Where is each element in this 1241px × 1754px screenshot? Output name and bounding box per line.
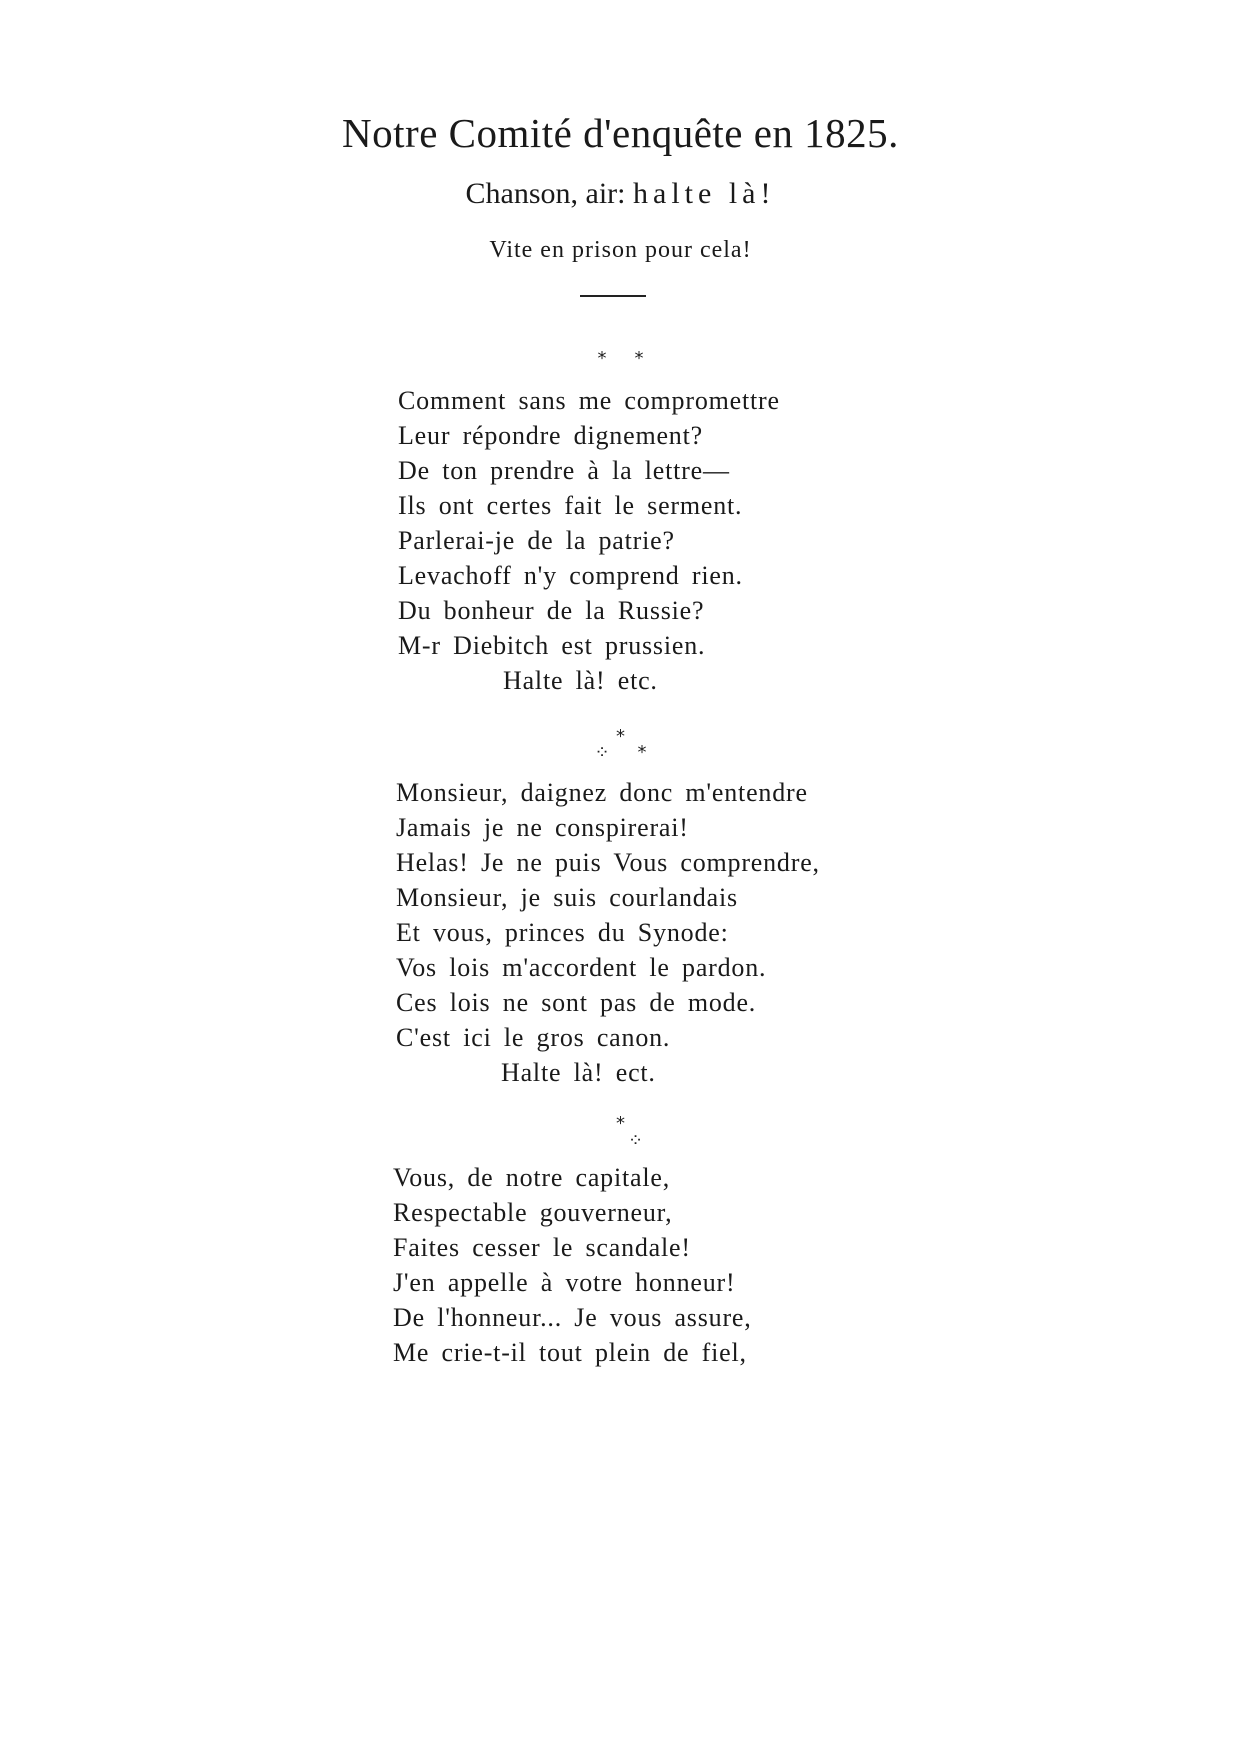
asterisk-icon: *	[616, 1113, 625, 1134]
refrain-line: Halte là! ect.	[501, 1058, 656, 1087]
epigraph: Vite en prison pour cela!	[489, 237, 752, 263]
verse-line: Comment sans me compromettre	[398, 386, 780, 415]
stanza-1-ornament	[0, 348, 1241, 369]
verse-line: Monsieur, daignez donc m'entendre	[396, 778, 808, 807]
verse-line: Helas! Je ne puis Vous comprendre,	[396, 848, 820, 877]
dotted-star-icon: ⁘	[627, 1130, 644, 1151]
asterisk-icon: *	[597, 348, 607, 369]
verse-line: Me crie-t-il tout plein de fiel,	[393, 1338, 747, 1367]
subtitle-prefix: Chanson, air:	[465, 177, 634, 210]
title-divider	[580, 295, 646, 297]
verse-line: De ton prendre à la lettre—	[398, 456, 730, 485]
song-subtitle	[0, 174, 1241, 214]
verse-line: De l'honneur... Je vous assure,	[393, 1303, 752, 1332]
verse-line: Vous, de notre capitale,	[393, 1163, 671, 1192]
verse-line: Ces lois ne sont pas de mode.	[396, 988, 757, 1017]
verse-line: Monsieur, je suis courlandais	[396, 883, 738, 912]
stanza-3	[393, 1160, 752, 1370]
poem-title: Notre Comité d'enquête en 1825.	[342, 110, 899, 156]
verse-line: J'en appelle à votre honneur!	[393, 1268, 736, 1297]
refrain-line: Halte là! etc.	[503, 666, 658, 695]
verse-line: Leur répondre dignement?	[398, 421, 703, 450]
verse-line: Parlerai-je de la patrie?	[398, 526, 675, 555]
stanza-2-ornament-bottom	[0, 742, 1241, 763]
dotted-star-icon: ⁘	[594, 742, 610, 763]
verse-line: Et vous, princes du Synode:	[396, 918, 729, 947]
air-name: halte là!	[633, 177, 776, 210]
asterisk-icon: *	[637, 742, 647, 763]
verse-line: Levachoff n'y comprend rien.	[398, 561, 743, 590]
verse-line: Respectable gouverneur,	[393, 1198, 673, 1227]
asterisk-icon: *	[616, 726, 625, 747]
verse-line: Ils ont certes fait le serment.	[398, 491, 743, 520]
verse-line: Vos lois m'accordent le pardon.	[396, 953, 767, 982]
stanza-1	[398, 383, 780, 698]
stanza-2	[396, 775, 820, 1090]
verse-line: M-r Diebitch est prussien.	[398, 631, 706, 660]
stanza-3-ornament-bottom	[0, 1130, 1241, 1151]
verse-line: Faites cesser le scandale!	[393, 1233, 691, 1262]
verse-line: Jamais je ne conspirerai!	[396, 813, 689, 842]
verse-line: Du bonheur de la Russie?	[398, 596, 705, 625]
verse-line: C'est ici le gros canon.	[396, 1023, 671, 1052]
asterisk-icon: *	[634, 348, 644, 369]
